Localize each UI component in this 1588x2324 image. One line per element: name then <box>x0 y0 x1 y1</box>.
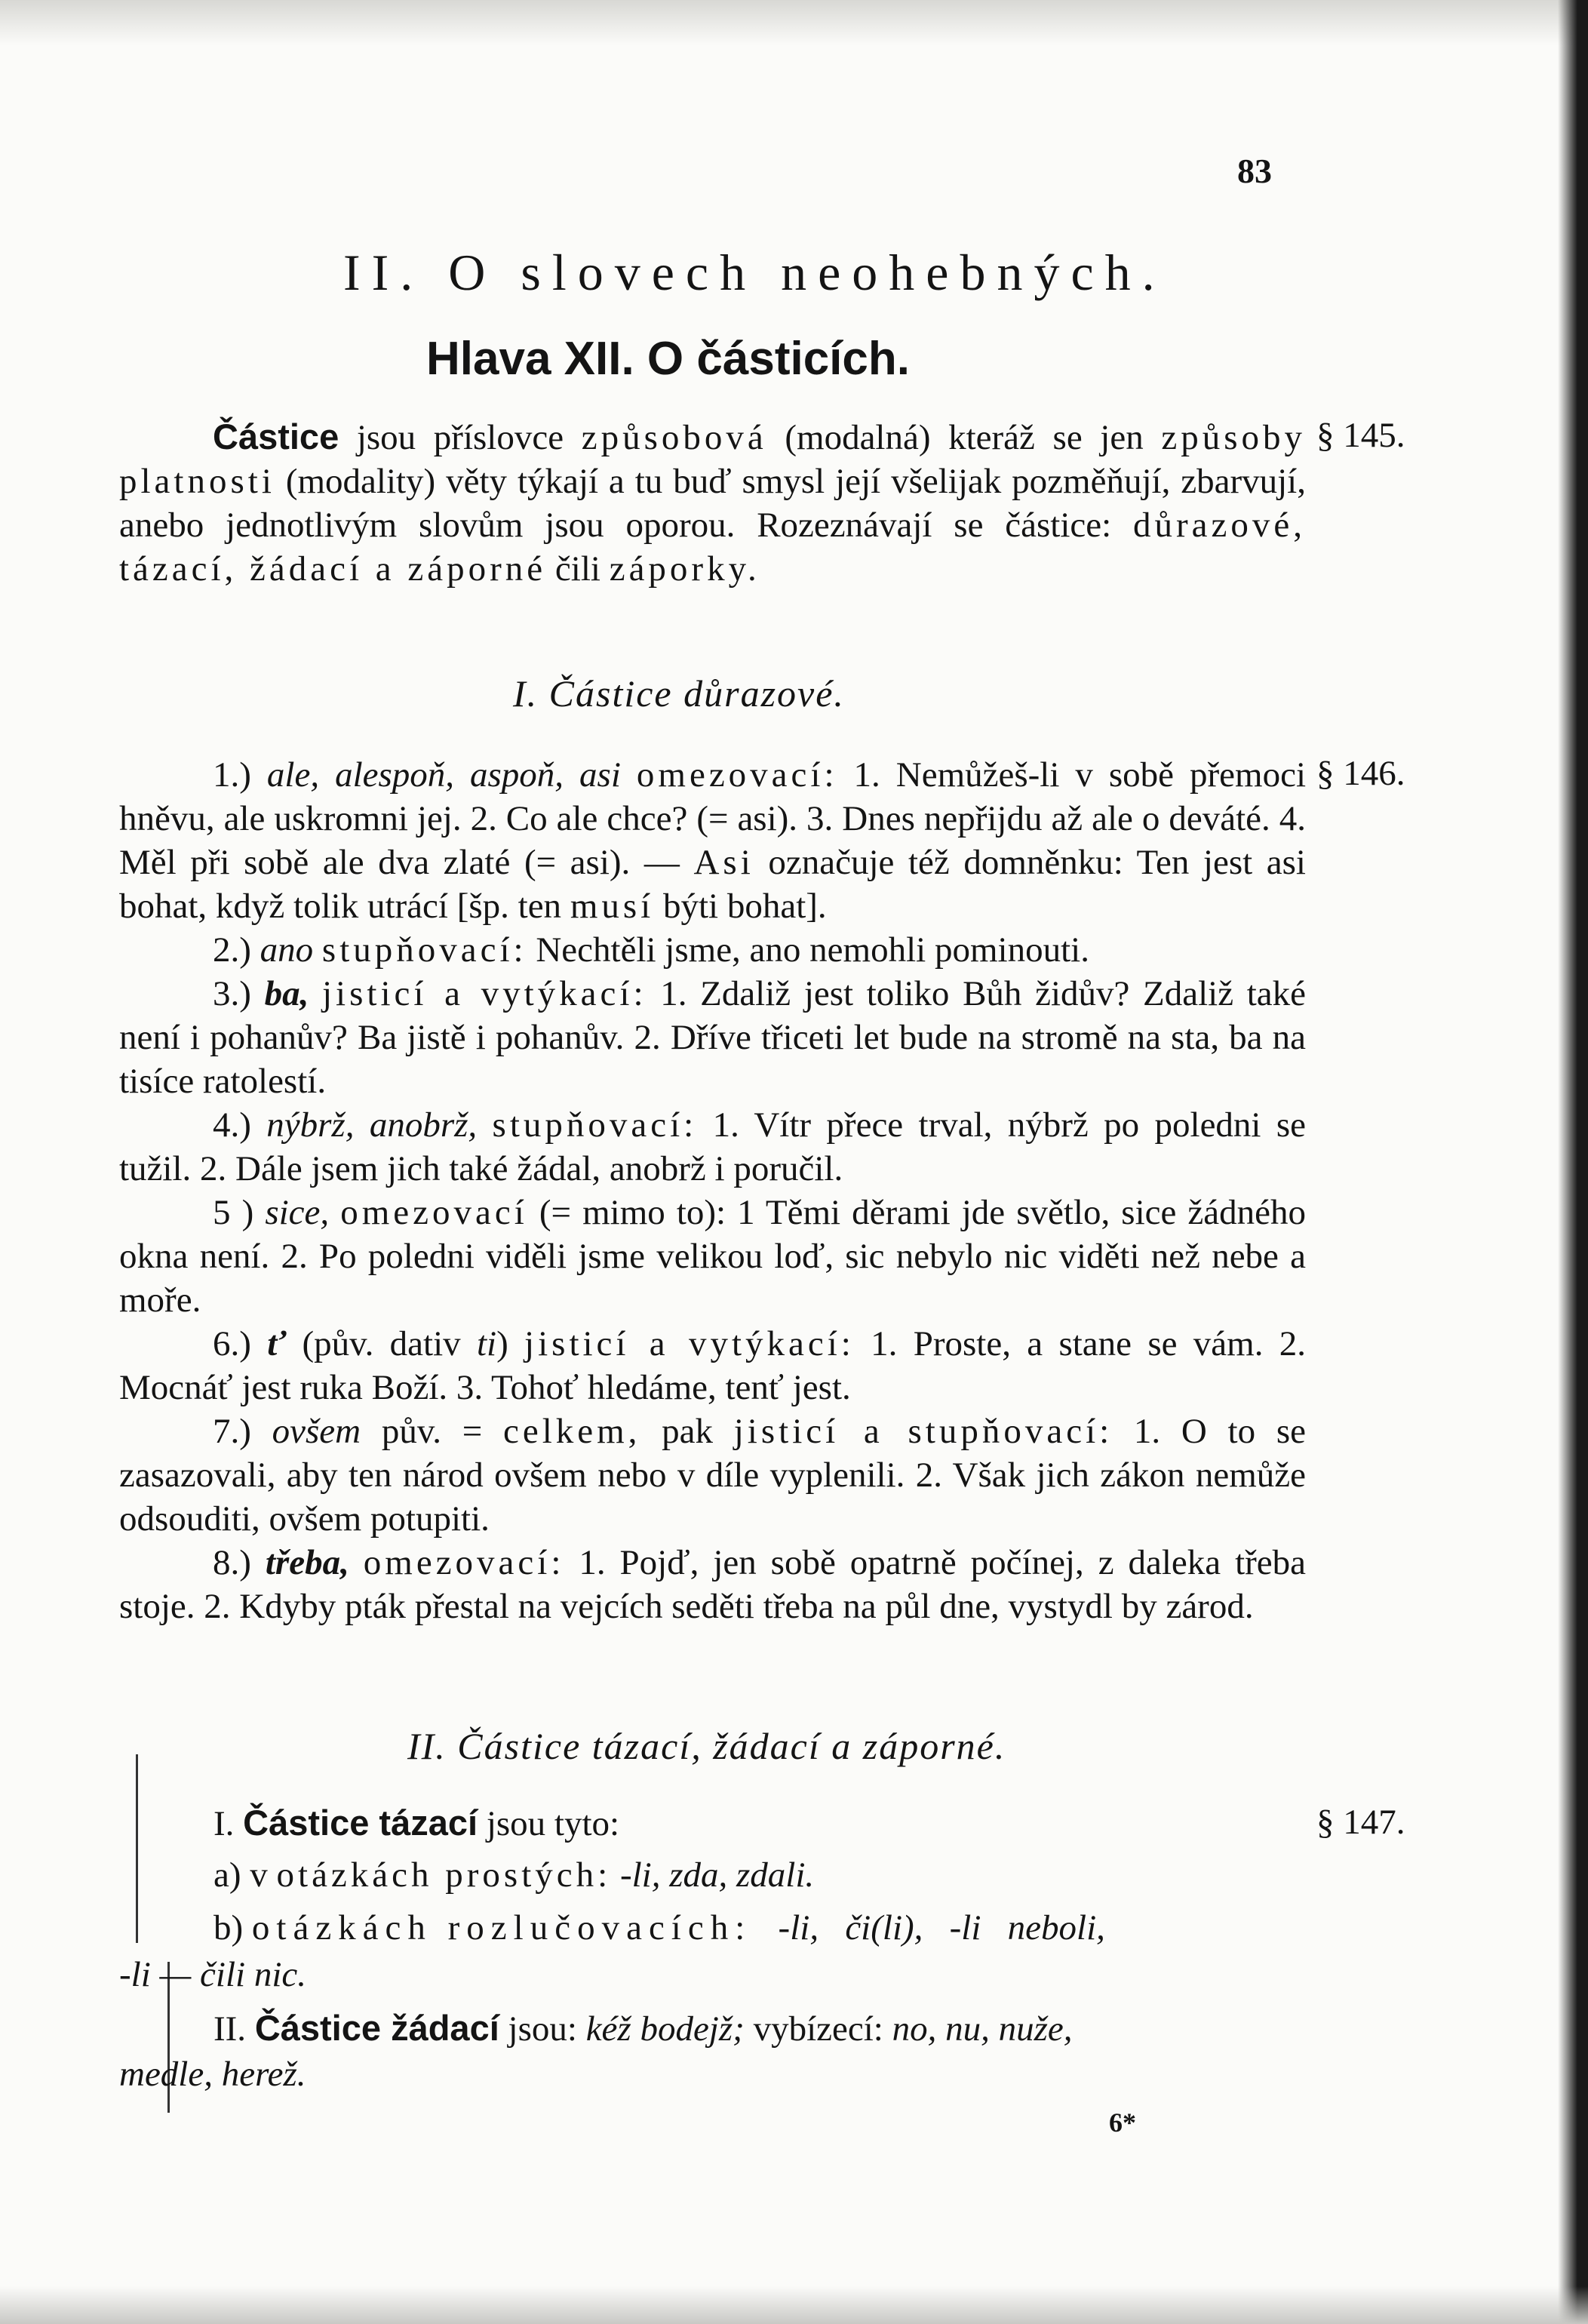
list-item: 3.) ba, jisticí a vytýkací: 1. Zdaliž jest toliko Bůh židův? Zdaliž také není i pohanův? Ba jistě i pohanův. 2. Dříve třiceti let bude na stromě na sta, ba na tisíce ratolestí. <box>119 974 1307 1101</box>
part-title: II. O slovech neohebných. <box>343 244 1166 301</box>
section-mark-145: § 145. <box>1316 416 1405 455</box>
list-item-continuation: -li — čili nic. <box>119 1955 307 1994</box>
list-item: II. Částice žádací jsou: kéž bodejž; vybízecí: no, nu, nuže, <box>213 2008 1073 2049</box>
chapter-title: Hlava XII. O částicích. <box>426 333 910 385</box>
section1-body <box>119 753 1306 1628</box>
section-mark-146: § 146. <box>1316 754 1405 793</box>
section-heading-2: II. Částice tázací, žádací a záporné. <box>407 1725 1006 1767</box>
list-item: 8.) třeba, omezovací: 1. Pojď, jen sobě opatrně počínej, z daleka třeba stoje. 2. Kdyby pták přestal na vejcích seděti třeba na půl dne, vystydl by zárod. <box>119 1543 1307 1626</box>
scan-edge-top <box>0 0 1588 45</box>
list-item: 2.) ano stupňovací: Nechtěli jsme, ano nemohli pominouti. <box>213 930 1089 970</box>
list-item: 5 ) sice, omezovací (= mimo to): 1 Těmi děrami jde světlo, sice žádného okna není. 2. Po poledni viděli jsme velikou loď, sic nebylo nic viděti než nebe a moře. <box>119 1193 1307 1320</box>
scan-edge-right <box>1558 0 1588 2324</box>
list-item: 4.) nýbrž, anobrž, stupňovací: 1. Vítr přece trval, nýbrž po poledni se tužil. 2. Dále jsem jich také žádal, anobrž i poručil. <box>119 1105 1307 1188</box>
intro-paragraph: Částice jsou příslovce způsobová (modalná) kteráž se jen způsoby platnosti (modality) věty týkají a tu buď smysl její všelijak pozměňují, zbarvují, anebo jednotlivým slovům jsou oporou. Rozeznávají se částice: důrazové, tázací, žádací a záporné čili záporky. <box>119 417 1306 589</box>
list-item: 6.) ť (pův. dativ ti) jisticí a vytýkací: 1. Proste, a stane se vám. 2. Mocnáť jest ruka Boží. 3. Tohoť hledáme, tenť jest. <box>119 1324 1307 1407</box>
list-item: I. Částice tázací jsou tyto: <box>213 1803 620 1843</box>
signature-mark: 6* <box>1109 2107 1136 2138</box>
section-mark-147: § 147. <box>1316 1803 1405 1842</box>
section-heading-1: I. Částice důrazové. <box>513 672 845 715</box>
term-castice: Částice <box>213 417 339 456</box>
page-number: 83 <box>1237 152 1272 190</box>
list-item: 1.) ale, alespoň, aspoň, asi omezovací: 1. Nemůžeš-li v sobě přemoci hněvu, ale uskromni jej. 2. Co ale chce? (= asi). 3. Dnes nepřijdu až ale o deváté. 4. Měl při sobě ale dva zlaté (= asi). — Asi označuje též domněnku: Ten jest asi bohat, když tolik utrácí [šp. ten musí býti bohat]. <box>119 755 1307 926</box>
scan-mark <box>136 1754 138 1943</box>
list-item: a) v otázkách prostých: -li, zda, zdali. <box>213 1855 815 1895</box>
scan-edge-bottom <box>0 2286 1588 2324</box>
list-item: 7.) ovšem pův. = celkem, pak jisticí a stupňovací: 1. O to se zasazovali, aby ten národ ovšem nebo v díle vyplenili. 2. Však jich zákon nemůže odsouditi, ovšem potupiti. <box>119 1412 1306 1539</box>
list-item: b) otázkách rozlučovacích: -li, či(li), -li neboli, <box>213 1908 1105 1947</box>
list-item-continuation: medle, herež. <box>119 2055 306 2094</box>
